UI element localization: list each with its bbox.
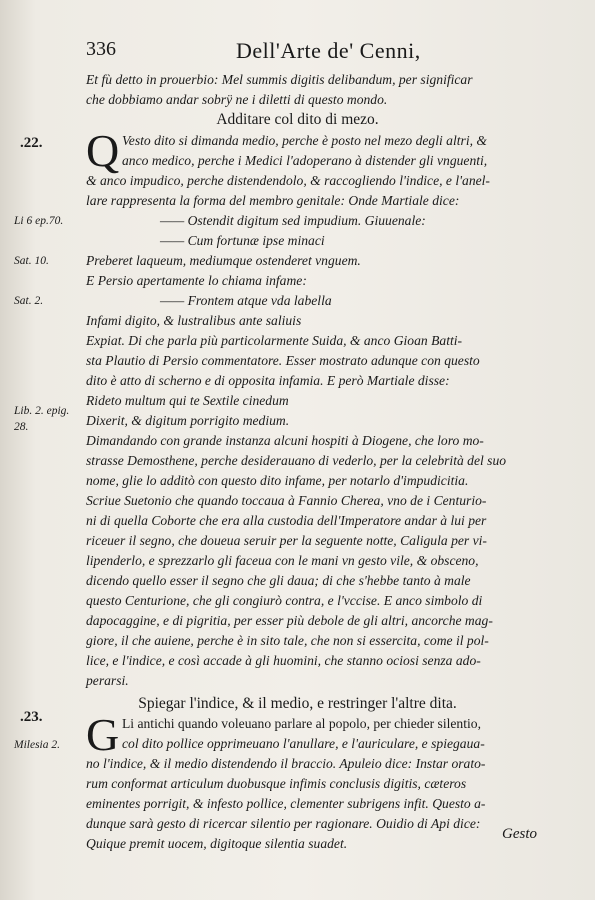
drop-capital: G xyxy=(86,709,120,760)
text-line: che dobbiamo andar sobrÿ ne i diletti di questo mondo. xyxy=(86,92,388,107)
text-line: Vesto dito si dimanda medio, perche è posto nel mezo degli altri, & xyxy=(122,133,487,148)
text-line: E Persio apertamente lo chiama infame: xyxy=(86,273,307,288)
margin-note: 28. xyxy=(14,421,29,433)
text-line: strasse Demosthene, perche desiderauano di vederlo, per la celebrità del suo xyxy=(86,453,507,468)
text-line: rum conformat articulum duobusque infimis conclusis digitis, cæteros xyxy=(86,776,467,791)
text-line: dunque sarà gesto di ricercar silentio per ragionare. Ouidio di Api dice: xyxy=(86,816,481,831)
text-line: giore, il che auiene, perche è in sito tale, che non si essercita, come il pol- xyxy=(86,633,489,648)
margin-section-number: .23. xyxy=(20,709,43,725)
text-line: Et fù detto in prouerbio: Mel summis digitis delibandum, per significar xyxy=(86,72,473,87)
text-line: dicendo quello esser il segno che gli daua; di che s'hebbe tanto à male xyxy=(86,573,471,588)
margin-note: Milesia 2. xyxy=(14,739,60,751)
section-heading: Additare col dito di mezo. xyxy=(216,111,379,128)
verse-line: Dixerit, & digitum porrigito medium. xyxy=(86,413,290,428)
text-line: lipenderlo, e sprezzarlo gli faceua con le mani vn gesto vile, & obsceno, xyxy=(86,553,479,568)
drop-capital: Q xyxy=(86,125,120,176)
margin-note: Lib. 2. epig. xyxy=(14,405,70,417)
running-title: Dell'Arte de' Cenni, xyxy=(236,38,421,63)
verse-line: —— Cum fortunæ ipse minaci xyxy=(160,233,325,248)
page-number: 336 xyxy=(86,38,116,60)
verse-line: Preberet laqueum, mediumque ostenderet vnguem. xyxy=(86,253,361,268)
text-line: riceuer il segno, che doueua seruir per la seguente notte, Caligula per vi- xyxy=(86,533,487,548)
text-line: anco medico, perche i Medici l'adoperano à distender gli vnguenti, xyxy=(122,153,488,168)
margin-section-number: .22. xyxy=(20,135,43,151)
margin-note: Li 6 ep.70. xyxy=(14,215,64,227)
section-heading: Spiegar l'indice, & il medio, e restringer l'altre dita. xyxy=(138,695,457,712)
text-line: dapocaggine, e di pigritia, per esser più debole de gli altri, ancorche mag- xyxy=(86,613,493,628)
catchword: Gesto xyxy=(502,826,537,842)
margin-note: Sat. 2. xyxy=(14,295,44,307)
text-line: Scriue Suetonio che quando toccaua à Fannio Cherea, vno de i Centurio- xyxy=(86,493,487,508)
text-line: dito è atto di scherno e di opposita infamia. E però Martiale disse: xyxy=(86,373,450,388)
text-line: ni di quella Coborte che era alla custodia dell'Imperatore andar à lui per xyxy=(86,513,487,528)
text-line: perarsi. xyxy=(86,673,129,688)
text-line: questo Centurione, che gli congiurò contra, e l'vccise. E anco simbolo di xyxy=(86,593,483,608)
margin-note: Sat. 10. xyxy=(14,255,49,267)
text-line: Dimandando con grande instanza alcuni hospiti à Diogene, che loro mo- xyxy=(86,433,484,448)
verse-line: —— Ostendit digitum sed impudium. Giuuenale: xyxy=(160,213,426,228)
text-line: lice, e l'indice, e così accade à gli huomini, che stanno ociosi senza ado- xyxy=(86,653,481,668)
verse-line: Infami digito, & lustralibus ante saliuis xyxy=(86,313,302,328)
verse-line: Rideto multum qui te Sextile cinedum xyxy=(86,393,289,408)
text-line: lare rappresenta la forma del membro genitale: Onde Martiale dice: xyxy=(86,193,460,208)
text-line: nome, glie lo additò con questo dito infame, per notarlo d'impudicitia. xyxy=(86,473,469,488)
text-line: Li antichi quando voleuano parlare al popolo, per chieder silentio, xyxy=(122,716,481,731)
page-header xyxy=(86,38,556,66)
text-line: col dito pollice opprimeuano l'anullare, e l'auriculare, e spiegaua- xyxy=(122,736,485,751)
text-line: no l'indice, & il medio distendendo il braccio. Apuleio dice: Instar orato- xyxy=(86,756,486,771)
text-line: sta Plautio di Persio commentatore. Esser mostrato adunque con questo xyxy=(86,353,480,368)
verse-line: —— Frontem atque vda labella xyxy=(160,293,332,308)
text-line: & anco impudico, perche distendendolo, & raccogliendo l'indice, e l'anel- xyxy=(86,173,490,188)
text-line: eminentes porrigit, & infesto pollice, clementer subrigens infit. Questo a- xyxy=(86,796,486,811)
text-line: Expiat. Di che parla più particolarmente Suida, & anco Gioan Batti- xyxy=(86,333,463,348)
text-line: Quique premit uocem, digitoque silentia suadet. xyxy=(86,836,348,851)
